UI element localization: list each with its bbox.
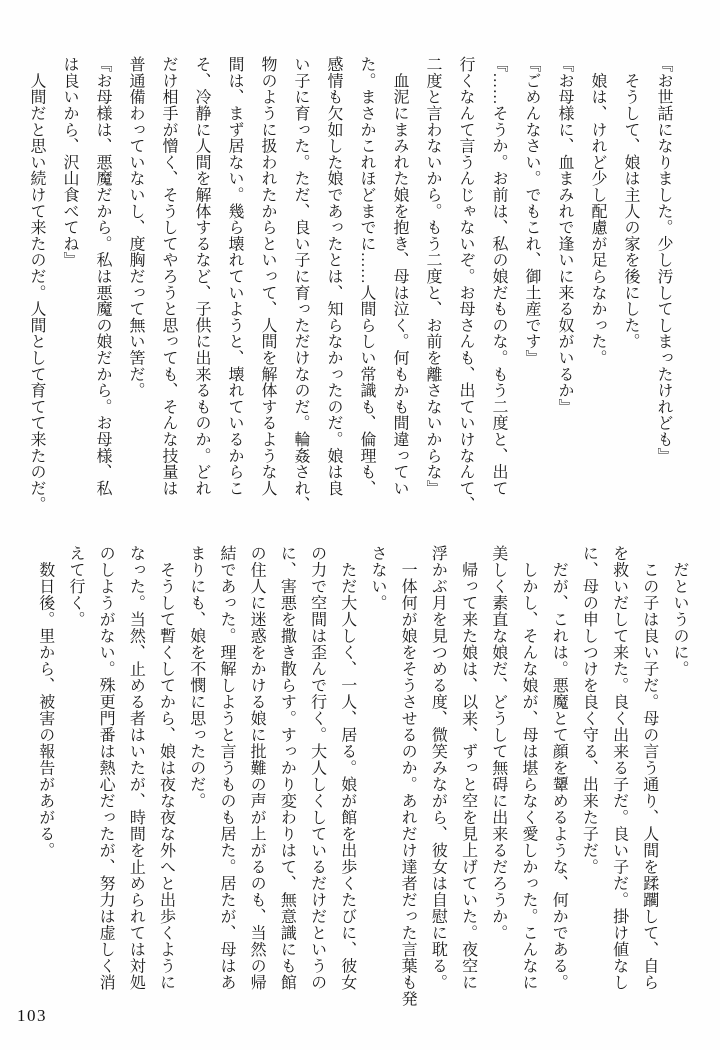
text-line: 行くなんて言うんじゃないぞ。お母さんも、出ていけなんて、 bbox=[457, 56, 474, 513]
text-line: 物のように扱われたからといって、人間を解体するような人 bbox=[259, 56, 276, 497]
text-line: 血泥にまみれた娘を抱き、母は泣く。何もかも間違ってい bbox=[391, 56, 408, 497]
text-line: ただ大人しく、一人、居る。娘が館を出歩くたびに、彼女 bbox=[338, 545, 356, 991]
text-line: そ、冷静に人間を解体するなど、子供に出来るものか。どれ bbox=[193, 56, 210, 497]
text-line: さない。 bbox=[368, 545, 386, 611]
text-line: えて行く。 bbox=[66, 545, 84, 628]
text-line: 二度と言わないから。もう二度と、お前を離さないからな』 bbox=[424, 56, 441, 497]
text-line: た。まさかこれほどまでに……人間らしい常識も、倫理も、 bbox=[358, 56, 375, 497]
text-line: の住人に迷惑をかける娘に批難の声が上がるのも、当然の帰 bbox=[248, 545, 266, 991]
text-line: だというのに。 bbox=[671, 545, 688, 677]
text-line: この子は良い子だ。母の言う通り、人間を蹂躙して、自ら bbox=[640, 545, 658, 991]
text-line: の力で空間は歪んで行く。大人しくしているだけだというの bbox=[308, 545, 326, 991]
text-line: に、害悪を撒き散らす。すっかり変わりはて、無意識にも館 bbox=[278, 545, 296, 991]
text-line: に、母の申しつけを良く守る、出来た子だ。 bbox=[580, 545, 598, 875]
text-block-top bbox=[20, 56, 680, 518]
text-line: 浮かぶ月を見つめる度、微笑みながら、彼女は自慰に耽る。 bbox=[429, 545, 447, 991]
text-line: 人間だと思い続けて来たのだ。人間として育てて来たのだ。 bbox=[28, 56, 45, 513]
text-line: そうして暫くしてから、娘は夜な夜な外へと出歩くように bbox=[157, 545, 175, 991]
text-line: しかし、そんな娘が、母は堪らなく愛しかった。こんなに bbox=[519, 545, 537, 991]
text-line: 感情も欠如した娘であったとは、知らなかったのだ。娘は良 bbox=[325, 56, 342, 497]
text-line: 普通備わっていないし、度胸だって無い筈だ。 bbox=[127, 56, 144, 399]
text-line: 一体何が娘をそうさせるのか。あれだけ達者だった言葉も発 bbox=[399, 545, 417, 1007]
text-line: 『お世話になりました。少し汚してしまったけれども』 bbox=[655, 56, 672, 464]
text-line: のしようがない。殊更門番は熱心だったが、努力は虚しく消 bbox=[97, 545, 115, 991]
text-line: い子に育った。ただ、良い子に育っただけなのだ。輪姦され、 bbox=[292, 56, 309, 513]
text-line: 帰って来た娘は、以来、ずっと空を見上げていた。夜空に bbox=[459, 545, 477, 991]
text-line: 『……そうか。お前は、私の娘だものな。もう二度と、出て bbox=[490, 56, 507, 497]
text-line: 『お母様は、悪魔だから。私は悪魔の娘だから。お母様、私 bbox=[94, 56, 111, 497]
text-line: 結であった。理解しようと言うものも居た。居たが、母はあ bbox=[217, 545, 235, 991]
text-line: は良いから、沢山食べてね』 bbox=[61, 56, 78, 268]
text-line: 娘は、けれど少し配慮が足らなかった。 bbox=[589, 56, 606, 366]
page-number: 103 bbox=[17, 1006, 47, 1025]
text-line: だが、これは。悪魔とて顔を顰めるような、何かである。 bbox=[550, 545, 568, 991]
text-line: まりにも、娘を不憫に思ったのだ。 bbox=[187, 545, 205, 809]
text-line: そうして、娘は主人の家を後にした。 bbox=[622, 56, 639, 350]
text-line: 美しく素直な娘だ、どうして無碍に出来るだろうか。 bbox=[489, 545, 507, 941]
text-line: 数日後。里から、被害の報告があがる。 bbox=[36, 545, 54, 859]
text-line: 『ごめんなさい。でもこれ、御土産です』 bbox=[523, 56, 540, 366]
text-line: なった。当然、止める者はいたが、時間を止められては対処 bbox=[127, 545, 145, 991]
text-line: 『お母様に、血まみれで逢いに来る奴がいるか』 bbox=[556, 56, 573, 415]
text-line: 間は、まず居ない。幾ら壊れていようと、壊れているからこ bbox=[226, 56, 243, 497]
text-line: を救いだして来た。良く出来る子だ。良い子だ。掛け値なし bbox=[610, 545, 628, 991]
text-line: だけ相手が憎く、そうしてやろうと思っても、そんな技量は bbox=[160, 56, 177, 497]
text-block-bottom bbox=[30, 545, 694, 1011]
